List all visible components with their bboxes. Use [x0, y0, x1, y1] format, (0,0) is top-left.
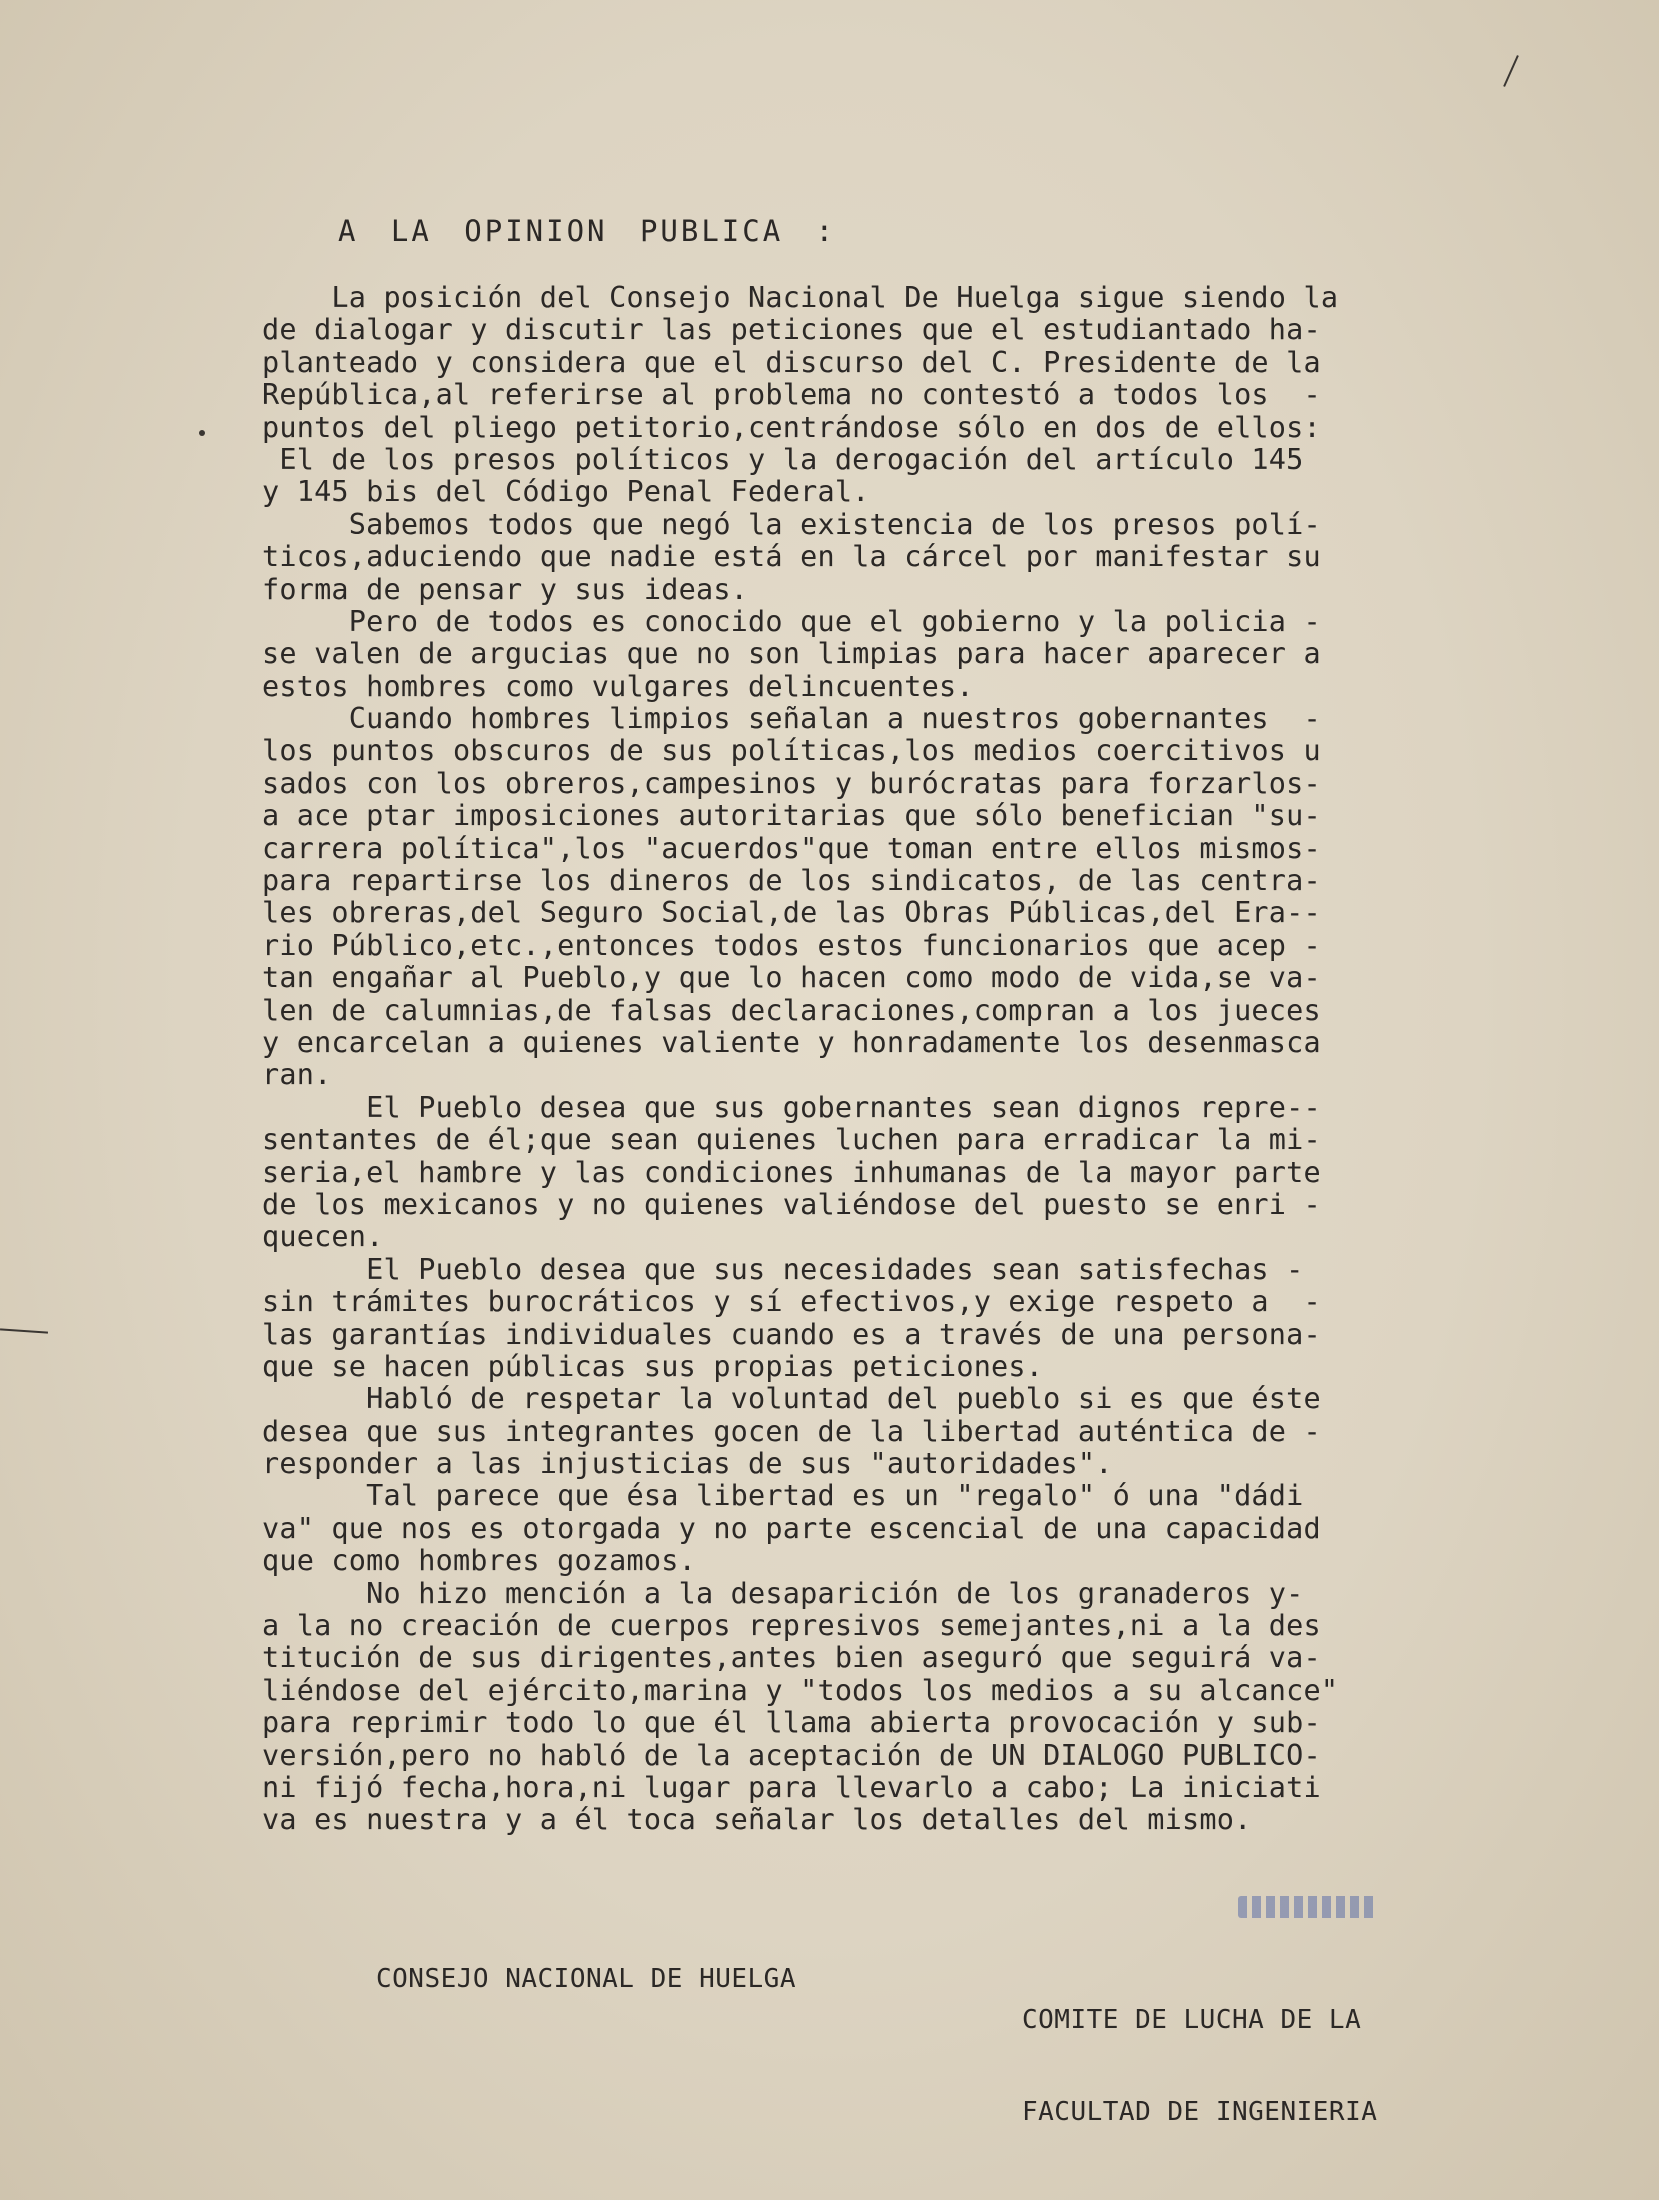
- text-line: para repartirse los dineros de los sindicatos, de las centra-: [262, 864, 1321, 898]
- text-line: ni fijó fecha,hora,ni lugar para llevarlo a cabo; La iniciati: [262, 1770, 1321, 1804]
- text-line: tan engañar al Pueblo,y que lo hacen como modo de vida,se va-: [262, 961, 1321, 995]
- text-line: República,al referirse al problema no contestó a todos los -: [262, 378, 1321, 412]
- text-line: de dialogar y discutir las peticiones que el estudiantado ha-: [262, 313, 1321, 347]
- text-line: a la no creación de cuerpos represivos semejantes,ni a la des: [262, 1609, 1321, 1643]
- text-line: rio Público,etc.,entonces todos estos funcionarios que acep -: [262, 928, 1321, 962]
- document-body: [262, 282, 1512, 1837]
- signature-comite-line: FACULTAD DE INGENIERIA: [1022, 2097, 1378, 2127]
- text-line: y 145 bis del Código Penal Federal.: [262, 475, 870, 509]
- text-line: puntos del pliego petitorio,centrándose sólo en dos de ellos:: [262, 410, 1321, 444]
- signature-consejo: CONSEJO NACIONAL DE HUELGA: [376, 1964, 796, 1994]
- text-line: forma de pensar y sus ideas.: [262, 572, 749, 606]
- text-line: ran.: [262, 1058, 332, 1092]
- ink-dot: [199, 430, 205, 436]
- text-line: y encarcelan a quienes valiente y honradamente los desenmasca: [262, 1025, 1321, 1059]
- text-line: versión,pero no habló de la aceptación de UN DIALOGO PUBLICO-: [262, 1738, 1321, 1772]
- text-line: El de los presos políticos y la derogación del artículo 145: [262, 442, 1304, 476]
- text-line: sin trámites burocráticos y sí efectivos,y exige respeto a -: [262, 1285, 1321, 1319]
- text-line: No hizo mención a la desaparición de los granaderos y-: [262, 1576, 1304, 1610]
- text-line: planteado y considera que el discurso del C. Presidente de la: [262, 345, 1321, 379]
- pen-tick-mark: [1503, 55, 1519, 87]
- text-line: los puntos obscuros de sus políticas,los medios coercitivos u: [262, 734, 1321, 768]
- text-line: Sabemos todos que negó la existencia de los presos polí-: [262, 507, 1321, 541]
- text-line: que se hacen públicas sus propias peticiones.: [262, 1349, 1044, 1383]
- text-line: Tal parece que ésa libertad es un "regalo" ó una "dádi: [262, 1479, 1304, 1513]
- text-line: ticos,aduciendo que nadie está en la cárcel por manifestar su: [262, 540, 1321, 574]
- text-line: sentantes de él;que sean quienes luchen para erradicar la mi-: [262, 1123, 1321, 1157]
- margin-mark: [0, 1328, 48, 1333]
- ink-stamp: [1238, 1896, 1378, 1918]
- text-line: para reprimir todo lo que él llama abierta provocación y sub-: [262, 1706, 1321, 1740]
- text-line: a ace ptar imposiciones autoritarias que sólo benefician "su-: [262, 799, 1321, 833]
- text-line: estos hombres como vulgares delincuentes.: [262, 669, 974, 703]
- text-line: desea que sus integrantes gocen de la libertad auténtica de -: [262, 1414, 1321, 1448]
- text-line: seria,el hambre y las condiciones inhumanas de la mayor parte: [262, 1155, 1321, 1189]
- text-line: carrera política",los "acuerdos"que toman entre ellos mismos-: [262, 831, 1321, 865]
- text-line: El Pueblo desea que sus necesidades sean satisfechas -: [262, 1252, 1304, 1286]
- text-line: El Pueblo desea que sus gobernantes sean dignos repre--: [262, 1090, 1321, 1124]
- text-line: va" que nos es otorgada y no parte escencial de una capacidad: [262, 1511, 1321, 1545]
- text-line: que como hombres gozamos.: [262, 1544, 696, 1578]
- text-line: Pero de todos es conocido que el gobierno y la policia -: [262, 604, 1321, 638]
- text-line: liéndose del ejército,marina y "todos los medios a su alcance": [262, 1673, 1339, 1707]
- signature-comite: [1022, 1944, 1377, 2188]
- text-line: Habló de respetar la voluntad del pueblo si es que éste: [262, 1382, 1321, 1416]
- text-line: responder a las injusticias de sus "autoridades".: [262, 1447, 1113, 1481]
- text-line: les obreras,del Seguro Social,de las Obras Públicas,del Era--: [262, 896, 1321, 930]
- signature-comite-line: COMITE DE LUCHA DE LA: [1022, 2005, 1362, 2035]
- text-line: se valen de argucias que no son limpias para hacer aparecer a: [262, 637, 1321, 671]
- text-line: La posición del Consejo Nacional De Huelga sigue siendo la: [262, 281, 1339, 314]
- text-line: de los mexicanos y no quienes valiéndose del puesto se enri -: [262, 1187, 1321, 1221]
- text-line: len de calumnias,de falsas declaraciones,compran a los jueces: [262, 993, 1321, 1027]
- text-line: Cuando hombres limpios señalan a nuestros gobernantes -: [262, 702, 1321, 736]
- text-line: titución de sus dirigentes,antes bien aseguró que seguirá va-: [262, 1641, 1321, 1675]
- text-line: va es nuestra y a él toca señalar los detalles del mismo.: [262, 1803, 1252, 1837]
- text-line: quecen.: [262, 1220, 384, 1254]
- document-heading: A LA OPINION PUBLICA :: [338, 214, 837, 248]
- text-line: sados con los obreros,campesinos y burócratas para forzarlos-: [262, 766, 1321, 800]
- text-line: las garantías individuales cuando es a través de una persona-: [262, 1317, 1321, 1351]
